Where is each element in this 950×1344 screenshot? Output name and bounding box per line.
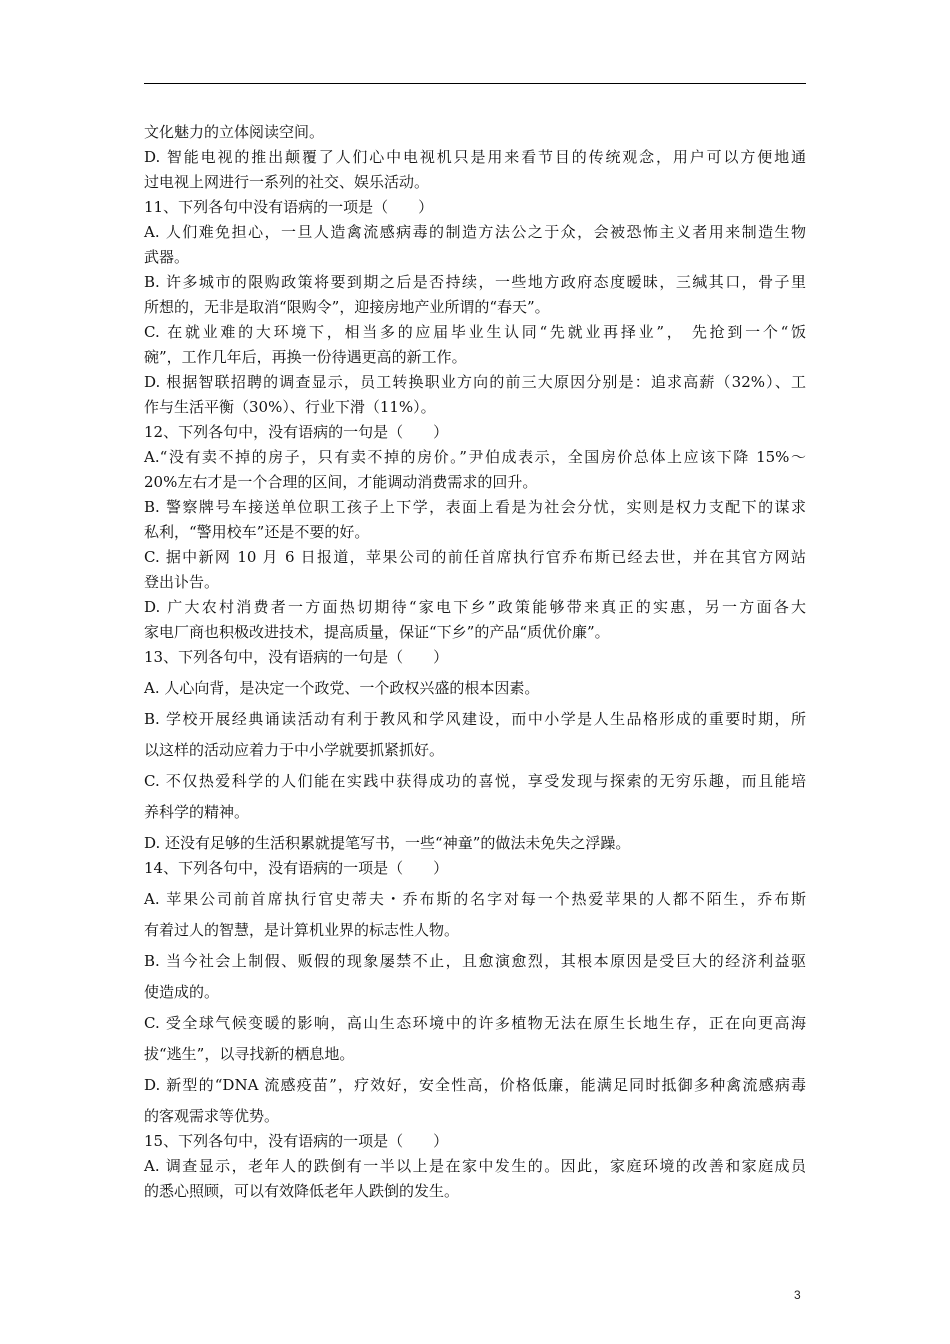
text-line: 碗”，工作几年后，再换一份待遇更高的新工作。 — [144, 348, 467, 366]
text-line: C. 受全球气候变暖的影响，高山生态环境中的许多植物无法在原生长地生存，正在向更高海 — [144, 1014, 806, 1032]
question-heading: 14、下列各句中，没有语病的一项是（ ） — [144, 859, 449, 877]
question-heading: 11、下列各句中没有语病的一项是（ ） — [144, 198, 434, 216]
text-line: D. 智能电视的推出颠覆了人们心中电视机只是用来看节目的传统观念，用户可以方便地通 — [144, 148, 806, 166]
text-line: A. 调查显示，老年人的跌倒有一半以上是在家中发生的。因此，家庭环境的改善和家庭成员 — [144, 1157, 806, 1175]
text-line: C. 据中新网 10 月 6 日报道，苹果公司的前任首席执行官乔布斯已经去世，并在其官方网站 — [144, 548, 806, 566]
text-line: 武器。 — [144, 248, 190, 266]
text-line: D. 新型的“DNA 流感疫苗”，疗效好，安全性高，价格低廉，能满足同时抵御多种禽流感病毒 — [144, 1076, 806, 1094]
document-body — [144, 120, 806, 1204]
text-line: 所想的，无非是取消“限购令”，迎接房地产业所谓的“春天”。 — [144, 298, 550, 316]
text-line: D. 还没有足够的生活积累就提笔写书，一些“神童”的做法未免失之浮躁。 — [144, 834, 631, 852]
text-line: 的悉心照顾，可以有效降低老年人跌倒的发生。 — [144, 1182, 460, 1200]
text-line: 以这样的活动应着力于中小学就要抓紧抓好。 — [144, 741, 445, 759]
header-rule — [144, 83, 806, 84]
text-line: 作与生活平衡（30%）、行业下滑（11%）。 — [144, 398, 436, 416]
text-line: A. 苹果公司前首席执行官史蒂夫・乔布斯的名字对每一个热爱苹果的人都不陌生，乔布斯 — [144, 890, 806, 908]
question-heading: 13、下列各句中，没有语病的一句是（ ） — [144, 648, 449, 666]
text-line: 的客观需求等优势。 — [144, 1107, 280, 1125]
text-line: A.“没有卖不掉的房子，只有卖不掉的房价。”尹伯成表示，全国房价总体上应该下降 15%～ — [144, 448, 806, 466]
question-heading: 12、下列各句中，没有语病的一句是（ ） — [144, 423, 449, 441]
text-line: 拔“逃生”，以寻找新的栖息地。 — [144, 1045, 355, 1063]
text-line: D. 广大农村消费者一方面热切期待“家电下乡”政策能够带来真正的实惠，另一方面各大 — [144, 598, 806, 616]
text-line: C. 在就业难的大环境下，相当多的应届毕业生认同“先就业再择业”， 先抢到一个“饭 — [144, 323, 806, 341]
text-line: 养科学的精神。 — [144, 803, 250, 821]
text-line: A. 人心向背，是决定一个政党、一个政权兴盛的根本因素。 — [144, 679, 540, 697]
text-line: 使造成的。 — [144, 983, 220, 1001]
text-line: 过电视上网进行一系列的社交、娱乐活动。 — [144, 173, 430, 191]
text-line: D. 根据智联招聘的调查显示，员工转换职业方向的前三大原因分别是：追求高薪（32%）、工 — [144, 373, 806, 391]
text-line: 登出讣告。 — [144, 573, 220, 591]
text-line: B. 警察牌号车接送单位职工孩子上下学，表面上看是为社会分忧，实则是权力支配下的谋求 — [144, 498, 806, 516]
text-line: B. 学校开展经典诵读活动有利于教风和学风建设，而中小学是人生品格形成的重要时期，所 — [144, 710, 806, 728]
page-number: 3 — [794, 1288, 801, 1302]
text-line: 私利，“警用校车”还是不要的好。 — [144, 523, 370, 541]
text-line: A. 人们难免担心，一旦人造禽流感病毒的制造方法公之于众，会被恐怖主义者用来制造生物 — [144, 223, 806, 241]
text-line: 20%左右才是一个合理的区间，才能调动消费需求的回升。 — [144, 473, 538, 491]
text-line: C. 不仅热爱科学的人们能在实践中获得成功的喜悦，享受发现与探索的无穷乐趣，而且能培 — [144, 772, 806, 790]
text-line: 文化魅力的立体阅读空间。 — [144, 123, 325, 141]
text-line: B. 当今社会上制假、贩假的现象屡禁不止，且愈演愈烈，其根本原因是受巨大的经济利益驱 — [144, 952, 806, 970]
text-line: 家电厂商也积极改进技术，提高质量，保证“下乡”的产品“质优价廉”。 — [144, 623, 610, 641]
question-heading: 15、下列各句中，没有语病的一项是（ ） — [144, 1132, 449, 1150]
text-line: B. 许多城市的限购政策将要到期之后是否持续，一些地方政府态度暧昧，三缄其口，骨子里 — [144, 273, 806, 291]
text-line: 有着过人的智慧，是计算机业界的标志性人物。 — [144, 921, 460, 939]
